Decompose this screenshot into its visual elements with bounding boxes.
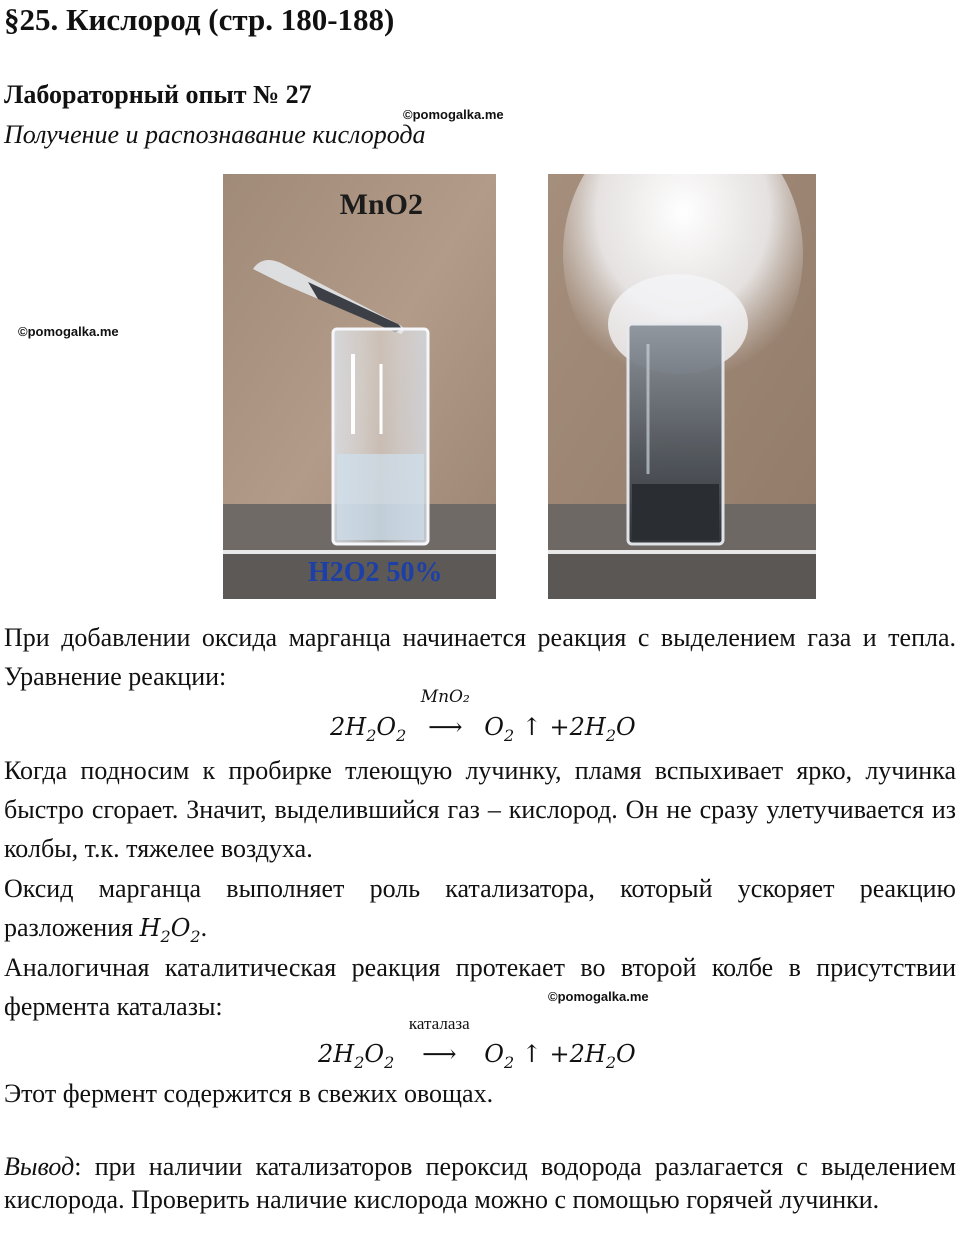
paragraph-splinter-test: Когда подносим к пробирке тлеющую лучинку, пламя вспыхивает ярко, лучинка быстро сгорает. Значит, выделившийся газ – кислород. Он не сразу улетучивается из колбы, т.к. тяжелее воздуха.: [4, 756, 956, 863]
photo-label-mno2: MnO2: [339, 188, 423, 221]
paragraph-catalyst-role: Оксид марганца выполняет роль катализатора, который ускоряет реакцию разложения $H_2O_2$.: [4, 874, 956, 946]
page-title: §25. Кислород (стр. 180-188): [4, 2, 395, 37]
watermark: ©pomogalka.me: [403, 107, 504, 122]
equation-h2o2-mno2: $2H_2O_2$ MnO₂ ⟶ $O_2$ ↑ $+2H_2O$: [330, 687, 636, 745]
photo-beaker-before: [223, 174, 496, 599]
paragraph-enzyme-source: Этот фермент содержится в свежих овощах.: [4, 1079, 494, 1108]
paragraph-catalase: Аналогичная каталитическая реакция протекает во второй колбе в присутствии фермента каталазы:: [4, 953, 956, 1021]
photo-beaker-reaction: [548, 174, 816, 599]
lab-experiment-title: Лабораторный опыт № 27: [4, 80, 312, 109]
conclusion-label: Вывод: [4, 1152, 75, 1181]
lab-experiment-subtitle: Получение и распознавание кислорода: [4, 120, 426, 149]
paragraph-catalyst-text: Оксид марганца выполняет роль катализатора, который ускоряет реакцию разложения: [4, 874, 956, 942]
watermark: ©pomogalka.me: [18, 324, 119, 339]
equation-h2o2-catalase: $2H_2O_2$ каталаза ⟶ $O_2$ ↑ $+2H_2O$: [318, 1014, 636, 1072]
paragraph-reaction-intro: При добавлении оксида марганца начинается реакция с выделением газа и тепла. Уравнение реакции:: [4, 623, 956, 691]
photo-label-h2o2: H2O2 50%: [308, 557, 443, 588]
conclusion-text: : при наличии катализаторов пероксид водорода разлагается с выделением кислорода. Проверить наличие кислорода можно с помощью горячей лучинки.: [4, 1152, 956, 1214]
watermark: ©pomogalka.me: [548, 989, 649, 1004]
equation-catalyst-label: каталаза: [408, 1014, 470, 1033]
formula-h2o2: $H_2O_2$: [139, 914, 201, 946]
paragraph-conclusion: [4, 1150, 956, 1216]
equation-catalyst-label: MnO₂: [420, 687, 470, 707]
